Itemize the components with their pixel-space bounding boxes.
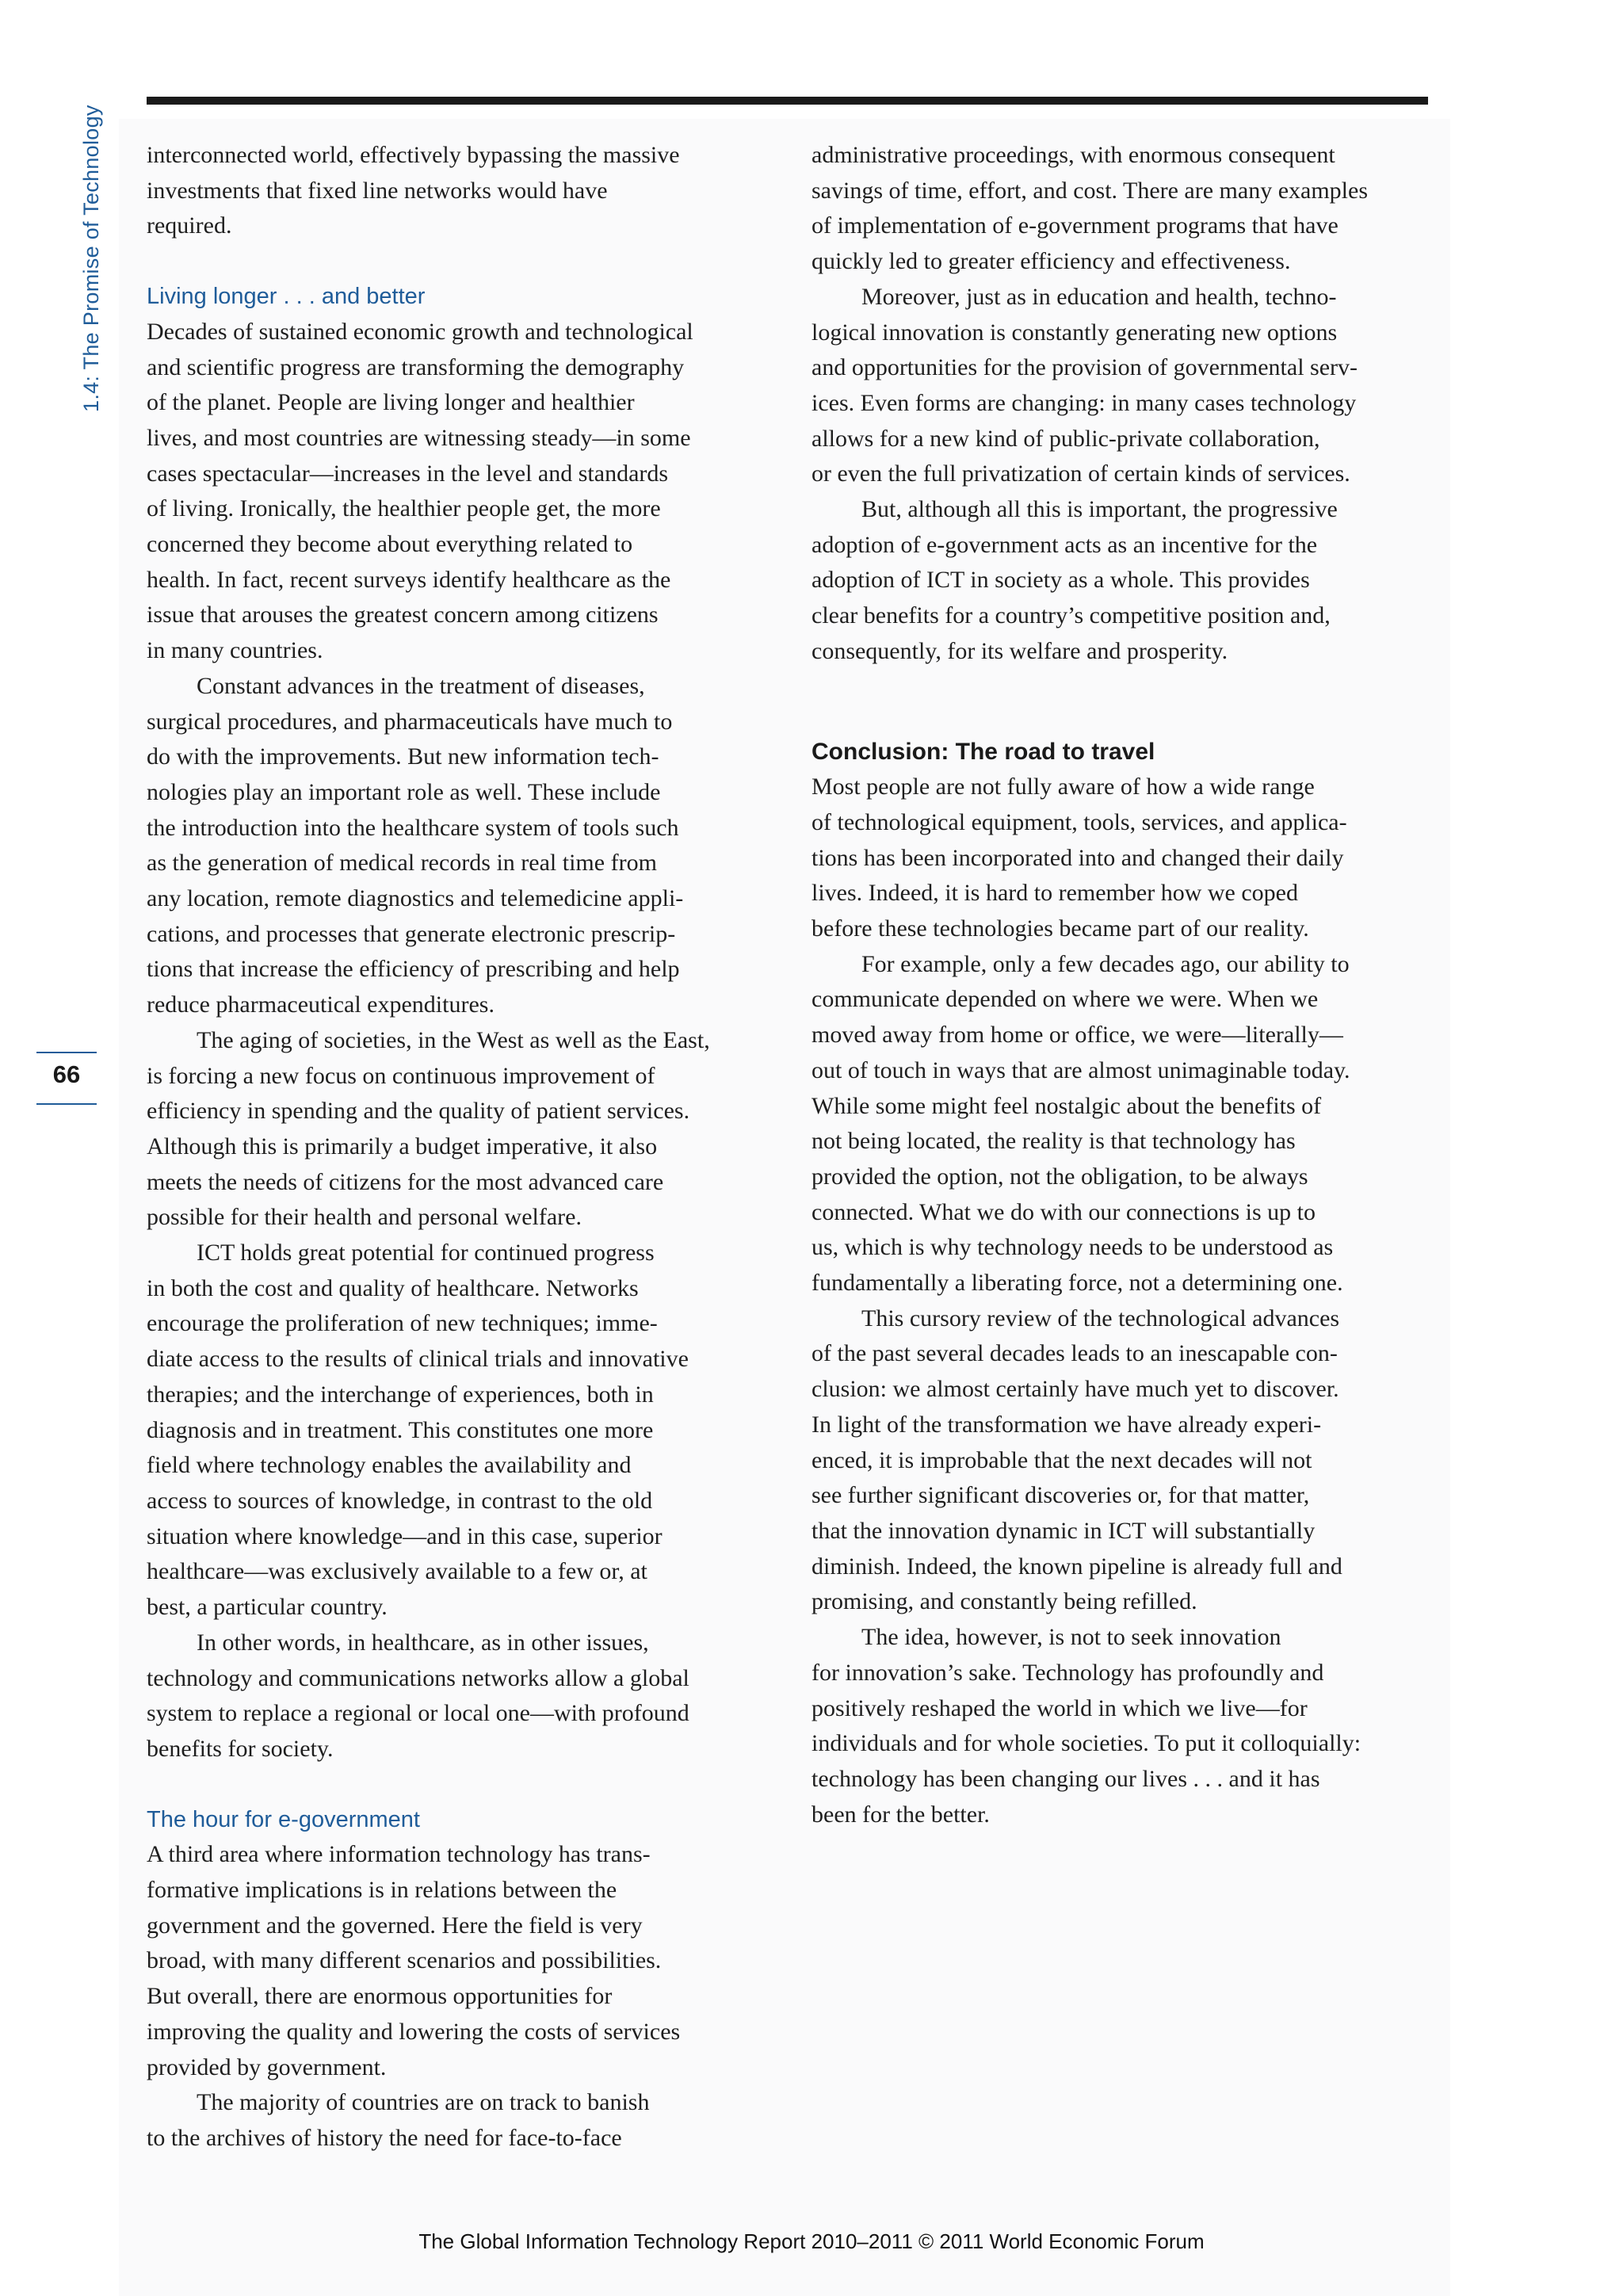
page-number: 66 — [52, 1060, 81, 1088]
text-line: ICT holds great potential for continued progress — [197, 1240, 655, 1266]
text-line: clear benefits for a country’s competitive position and, — [812, 602, 1331, 629]
text-line: out of touch in ways that are almost unimaginable today. — [812, 1056, 1350, 1083]
text-line: of implementation of e-government programs that have — [812, 212, 1338, 239]
text-line: concerned they become about everything related to — [147, 531, 633, 558]
text-line: In light of the transformation we have already experi- — [812, 1411, 1322, 1438]
text-line: connected. What we do with our connections is up to — [812, 1198, 1316, 1225]
text-line: see further significant discoveries or, for that matter, — [812, 1482, 1310, 1509]
text-line: provided by government. — [147, 2053, 387, 2080]
paragraph — [147, 315, 765, 669]
text-line: do with the improvements. But new information tech- — [147, 743, 659, 770]
paragraph — [147, 1023, 765, 1236]
text-line: The idea, however, is not to seek innovation — [861, 1624, 1281, 1651]
section-label: 1.4: The Promise of Technology — [79, 105, 103, 412]
text-line: system to replace a regional or local one—with profound — [147, 1700, 689, 1727]
text-line: technology and communications networks allow a global — [147, 1664, 689, 1691]
text-line: benefits for society. — [147, 1735, 334, 1762]
paragraph — [812, 1620, 1433, 1832]
text-line: promising, and constantly being refilled. — [812, 1588, 1197, 1615]
paragraph — [812, 770, 1433, 947]
paragraph — [147, 1236, 765, 1626]
text-line: best, a particular country. — [147, 1594, 388, 1621]
text-line: in many countries. — [147, 637, 323, 664]
text-line: adoption of ICT in society as a whole. This provides — [812, 567, 1310, 594]
paragraph — [812, 947, 1433, 1301]
text-line: therapies; and the interchange of experiences, both in — [147, 1381, 654, 1408]
paragraph — [812, 492, 1433, 670]
text-line: investments that fixed line networks would have — [147, 177, 608, 204]
paragraph — [147, 1837, 765, 2085]
text-line: Most people are not fully aware of how a wide range — [812, 774, 1315, 800]
text-line: that the innovation dynamic in ICT will substantially — [812, 1518, 1316, 1544]
text-line: logical innovation is constantly generating new options — [812, 319, 1338, 346]
text-line: allows for a new kind of public-private collaboration, — [812, 425, 1320, 452]
text-line: is forcing a new focus on continuous improvement of — [147, 1062, 655, 1089]
text-line: technology has been changing our lives . . . and it has — [812, 1765, 1320, 1792]
section-heading-conclusion: Conclusion: The road to travel — [812, 738, 1155, 765]
text-line: or even the full privatization of certain kinds of services. — [812, 460, 1350, 487]
paragraph — [812, 280, 1433, 492]
text-line: diagnosis and in treatment. This constitutes one more — [147, 1416, 654, 1443]
text-line: A third area where information technology has trans- — [147, 1841, 651, 1868]
text-line: us, which is why technology needs to be understood as — [812, 1234, 1334, 1261]
text-line: adoption of e-government acts as an incentive for the — [812, 531, 1318, 558]
text-line: of the past several decades leads to an inescapable con- — [812, 1340, 1338, 1367]
text-line: fundamentally a liberating force, not a determining one. — [812, 1270, 1343, 1297]
text-line: access to sources of knowledge, in contrast to the old — [147, 1488, 653, 1514]
text-line: formative implications is in relations between the — [147, 1877, 617, 1904]
text-line: quickly led to greater efficiency and effectiveness. — [812, 248, 1291, 275]
text-line: Moreover, just as in education and health, techno- — [861, 283, 1337, 310]
text-line: Decades of sustained economic growth and technological — [147, 318, 693, 345]
left-column — [147, 138, 765, 2157]
text-line: improving the quality and lowering the costs of services — [147, 2018, 681, 2045]
text-line: issue that arouses the greatest concern among citizens — [147, 602, 659, 628]
text-line: of technological equipment, tools, services, and applica- — [812, 808, 1347, 835]
text-line: meets the needs of citizens for the most advanced care — [147, 1168, 664, 1195]
text-line: situation where knowledge—and in this case, superior — [147, 1522, 663, 1549]
text-line: field where technology enables the availability and — [147, 1452, 632, 1479]
text-line: diminish. Indeed, the known pipeline is already full and — [812, 1553, 1342, 1580]
text-line: the introduction into the healthcare system of tools such — [147, 814, 679, 841]
text-line: efficiency in spending and the quality of patient services. — [147, 1098, 690, 1125]
text-line: consequently, for its welfare and prosperity. — [812, 637, 1228, 664]
text-line: clusion: we almost certainly have much yet to discover. — [812, 1376, 1339, 1403]
text-line: But, although all this is important, the progressive — [861, 496, 1338, 523]
text-line: before these technologies became part of our reality. — [812, 915, 1309, 942]
text-line: not being located, the reality is that technology has — [812, 1128, 1296, 1155]
text-line: and opportunities for the provision of governmental serv- — [812, 354, 1358, 381]
text-line: This cursory review of the technological advances — [861, 1305, 1340, 1331]
text-line: While some might feel nostalgic about the benefits of — [812, 1092, 1322, 1119]
paragraph — [812, 1301, 1433, 1620]
text-line: communicate depended on where we were. When we — [812, 986, 1319, 1013]
paragraph — [147, 1626, 765, 1767]
text-line: to the archives of history the need for face-to-face — [147, 2124, 622, 2151]
page-number-rule-bottom — [36, 1103, 97, 1105]
text-line: administrative proceedings, with enormous consequent — [812, 142, 1335, 168]
right-column — [812, 138, 1433, 1832]
text-line: any location, remote diagnostics and telemedicine appli- — [147, 885, 684, 912]
text-line: cases spectacular—increases in the level and standards — [147, 460, 669, 487]
footer-copyright: The Global Information Technology Report 2010–2011 © 2011 World Economic Forum — [418, 2229, 1205, 2253]
text-line: government and the governed. Here the field is very — [147, 1912, 643, 1939]
text-line: surgical procedures, and pharmaceuticals have much to — [147, 708, 673, 735]
text-line: tions has been incorporated into and changed their daily — [812, 844, 1344, 871]
text-line: Constant advances in the treatment of diseases, — [197, 672, 645, 699]
text-line: individuals and for whole societies. To put it colloquially: — [812, 1730, 1361, 1757]
text-line: nologies play an important role as well. These include — [147, 778, 661, 805]
text-line: required. — [147, 212, 232, 239]
page-number-rule-top — [36, 1052, 97, 1053]
paragraph — [147, 2085, 765, 2156]
text-line: health. In fact, recent surveys identify healthcare as the — [147, 566, 671, 593]
text-line: lives, and most countries are witnessing steady—in some — [147, 424, 691, 451]
paragraph — [812, 138, 1433, 280]
text-line: of the planet. People are living longer and healthier — [147, 389, 635, 416]
text-line: enced, it is improbable that the next decades will not — [812, 1446, 1312, 1473]
section-heading-living-longer: Living longer . . . and better — [147, 284, 426, 310]
text-line: The aging of societies, in the West as well as the East, — [197, 1026, 710, 1053]
section-heading-egovernment: The hour for e-government — [147, 1806, 420, 1832]
text-line: positively reshaped the world in which we live—for — [812, 1694, 1308, 1721]
text-line: moved away from home or office, we were—literally— — [812, 1022, 1343, 1049]
text-line: cations, and processes that generate electronic prescrip- — [147, 920, 676, 947]
text-line: The majority of countries are on track to banish — [197, 2089, 650, 2116]
text-line: diate access to the results of clinical trials and innovative — [147, 1346, 689, 1373]
text-line: possible for their health and personal welfare. — [147, 1204, 582, 1231]
text-line: reduce pharmaceutical expenditures. — [147, 991, 495, 1018]
text-line: broad, with many different scenarios and possibilities. — [147, 1947, 662, 1974]
text-line: and scientific progress are transforming the demography — [147, 353, 685, 380]
text-line: ices. Even forms are changing: in many cases technology — [812, 389, 1357, 416]
header-rule — [147, 97, 1428, 105]
paragraph — [147, 669, 765, 1023]
text-line: as the generation of medical records in real time from — [147, 850, 657, 877]
text-line: savings of time, effort, and cost. There are many examples — [812, 177, 1368, 204]
text-line: For example, only a few decades ago, our ability to — [861, 950, 1350, 977]
text-line: of living. Ironically, the healthier people get, the more — [147, 495, 661, 522]
text-line: But overall, there are enormous opportunities for — [147, 1983, 613, 2010]
text-line: healthcare—was exclusively available to a few or, at — [147, 1558, 647, 1585]
text-line: Although this is primarily a budget imperative, it also — [147, 1133, 658, 1159]
text-line: in both the cost and quality of healthcare. Networks — [147, 1274, 639, 1301]
text-line: tions that increase the efficiency of prescribing and help — [147, 956, 680, 983]
paragraph — [147, 138, 765, 244]
text-line: for innovation’s sake. Technology has profoundly and — [812, 1659, 1324, 1686]
text-line: encourage the proliferation of new techniques; imme- — [147, 1310, 658, 1337]
text-line: provided the option, not the obligation, to be always — [812, 1163, 1308, 1190]
text-line: interconnected world, effectively bypassing the massive — [147, 142, 680, 168]
text-line: lives. Indeed, it is hard to remember how we coped — [812, 880, 1298, 907]
text-line: In other words, in healthcare, as in other issues, — [197, 1629, 649, 1656]
text-line: been for the better. — [812, 1801, 990, 1828]
